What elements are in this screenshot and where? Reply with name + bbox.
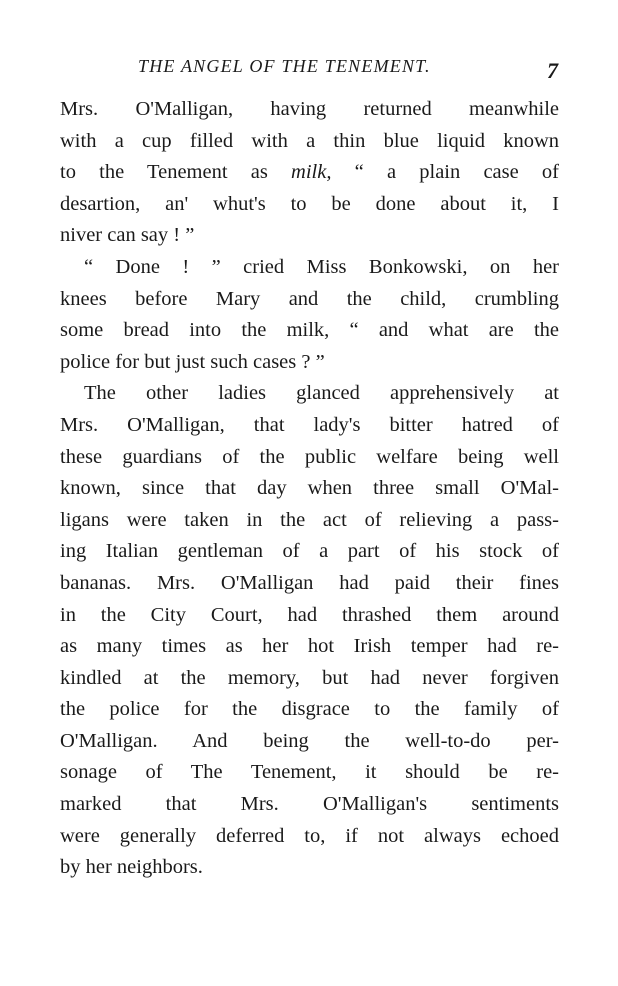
text-line: bananas. Mrs. O'Malligan had paid their fines <box>60 571 559 594</box>
text-run: to the Tenement as <box>60 161 292 184</box>
text-line: knees before Mary and the child, crumbling <box>60 287 559 310</box>
text-line: ing Italian gentleman of a part of his stock of <box>60 540 559 563</box>
text-line: some bread into the milk, “ and what are the <box>60 319 559 342</box>
page-number: 7 <box>547 58 558 83</box>
text-line: ligans were taken in the act of relieving a pass- <box>60 508 559 531</box>
text-line: desartion, an' whut's to be done about it, I <box>60 192 559 215</box>
text-line: these guardians of the public welfare being well <box>60 445 559 468</box>
text-line: marked that Mrs. O'Malligan's sentiments <box>60 793 559 816</box>
text-line <box>60 157 559 189</box>
body-text <box>60 94 559 884</box>
text-line: Mrs. O'Malligan, having returned meanwhile <box>60 98 559 120</box>
text-line: known, since that day when three small O'Mal- <box>60 477 559 500</box>
text-line: The other ladies glanced apprehensively at <box>84 382 559 405</box>
text-line: O'Malligan. And being the well-to-do per- <box>60 729 559 752</box>
text-line: by her neighbors. <box>60 856 203 879</box>
text-line: niver can say ! ” <box>60 224 195 247</box>
text-line: in the City Court, had thrashed them around <box>60 603 559 626</box>
text-line: kindled at the memory, but had never forgiven <box>60 666 559 689</box>
italic-word: milk, <box>291 161 332 184</box>
text-line: police for but just such cases ? ” <box>60 350 325 373</box>
text-line: were generally deferred to, if not always echoed <box>60 824 559 847</box>
running-title: THE ANGEL OF THE TENEMENT. <box>138 56 431 76</box>
running-head <box>60 56 560 86</box>
text-line: Mrs. O'Malligan, that lady's bitter hatred of <box>60 413 559 436</box>
text-line: “ Done ! ” cried Miss Bonkowski, on her <box>84 255 559 278</box>
text-line: with a cup filled with a thin blue liquid known <box>60 129 559 152</box>
text-run: “ a plain case of <box>331 161 559 184</box>
text-line: sonage of The Tenement, it should be re- <box>60 761 559 784</box>
text-line: as many times as her hot Irish temper had re- <box>60 635 559 658</box>
text-line: the police for the disgrace to the family of <box>60 698 559 721</box>
